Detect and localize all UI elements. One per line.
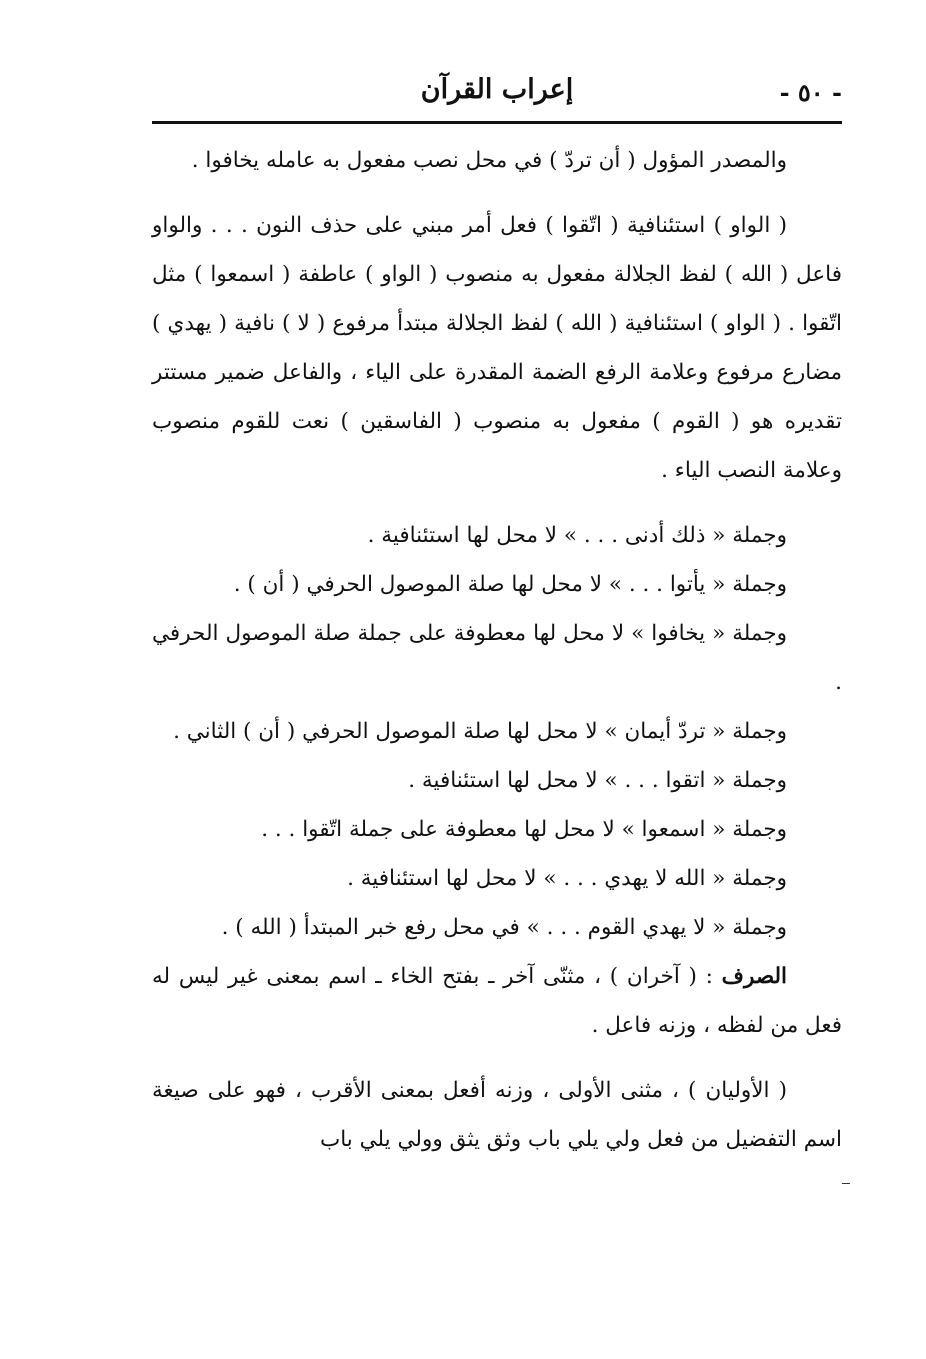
paragraph: وجملة « ذلك أدنى . . . » لا محل لها استئنافية . (367, 523, 787, 548)
section-text: : ( آخران ) ، مثنّى آخر ـ بفتح الخاء ـ اسم بمعنى غير ليس له فعل من لفظه ، وزنه فاعل . (152, 964, 842, 1038)
paragraph: وجملة « يخافوا » لا محل لها معطوفة على جملة صلة الموصول الحرفي . (152, 621, 842, 695)
paragraph: والمصدر المؤول ( أن تردّ ) في محل نصب مفعول به عامله يخافوا . (191, 148, 787, 173)
paragraph: وجملة « تردّ أيمان » لا محل لها صلة الموصول الحرفي ( أن ) الثاني . (173, 719, 787, 744)
paragraph-sarf (152, 952, 842, 1050)
paragraph: ( الأوليان ) ، مثنى الأولى ، وزنه أفعل بمعنى الأقرب ، فهو على صيغة اسم التفضيل من فعل ولي يلي باب وثق يثق وولي يلي باب (152, 1078, 842, 1152)
header-divider (152, 121, 842, 124)
paragraph: وجملة « اتقوا . . . » لا محل لها استئنافية . (408, 768, 787, 793)
book-title: إعراب القرآن (420, 74, 574, 105)
page-number: - ٥٠ - (779, 78, 842, 107)
page-header (152, 68, 842, 118)
paragraph: وجملة « الله لا يهدي . . . » لا محل لها استئنافية . (347, 866, 787, 891)
paragraph: ( الواو ) استئنافية ( اتّقوا ) فعل أمر مبني على حذف النون . . . والواو فاعل ( الله ) لفظ الجلالة مفعول به منصوب ( الواو ) عاطفة ( اسمعوا ) مثل اتّقوا . ( الواو ) استئنافية ( الله ) لفظ الجلالة مبتدأ مرفوع ( لا ) نافية ( يهدي ) مضارع مرفوع وعلامة الرفع الضمة المقدرة على الياء ، والفاعل ضمير مستتر تقديره هو ( القوم ) مفعول به منصوب ( الفاسقين ) نعت للقوم منصوب وعلامة النصب الياء . (152, 213, 842, 483)
section-label: الصرف (721, 964, 787, 989)
page-body (152, 136, 842, 1164)
paragraph: وجملة « لا يهدي القوم . . . » في محل رفع خبر المبتدأ ( الله ) . (221, 915, 787, 940)
paragraph: وجملة « اسمعوا » لا محل لها معطوفة على جملة اتّقوا . . . (261, 817, 787, 842)
footer-mark (842, 1183, 850, 1184)
paragraph: وجملة « يأتوا . . . » لا محل لها صلة الموصول الحرفي ( أن ) . (233, 572, 787, 597)
